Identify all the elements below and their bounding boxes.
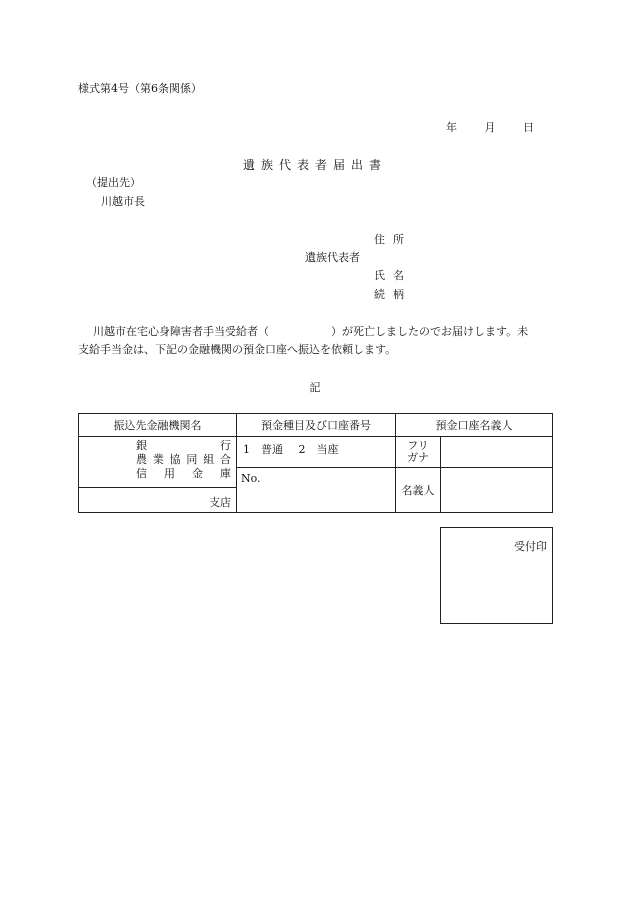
- recipient-label: （提出先）: [86, 176, 141, 189]
- furigana-label-bottom: ガナ: [407, 451, 429, 464]
- branch-label: 支店: [209, 496, 231, 509]
- institution-cell[interactable]: [79, 437, 237, 488]
- name-label: 氏名: [374, 269, 412, 282]
- header-account-type-number: 預金種目及び口座番号: [237, 414, 396, 437]
- date-month-label: 月: [484, 121, 496, 134]
- date-year-label: 年: [446, 121, 457, 134]
- date-line: [446, 119, 534, 135]
- furigana-input[interactable]: [441, 437, 553, 468]
- institution-type-shinkin: 信用金庫: [136, 467, 231, 480]
- form-number: 様式第4号（第6条関係）: [78, 82, 202, 95]
- branch-cell[interactable]: [79, 488, 237, 513]
- body-line-1: [93, 323, 528, 339]
- holder-label: 名義人: [396, 468, 441, 513]
- address-label: 住所: [374, 233, 412, 246]
- institution-type-bank: 銀 行: [136, 439, 231, 452]
- recipient-name: 川越市長: [101, 195, 145, 208]
- account-type-current: 2 当座: [298, 443, 339, 456]
- date-day-label: 日: [523, 121, 534, 134]
- header-bank-name: 振込先金融機関名: [79, 414, 237, 437]
- document-title: 遺族代表者届出書: [242, 158, 387, 172]
- body-line-1-after: ）が死亡しましたのでお届けします。未: [331, 325, 529, 338]
- reception-stamp-label: 受付印: [514, 540, 547, 553]
- account-number-label: No.: [241, 472, 261, 485]
- reception-stamp-box: [440, 527, 553, 624]
- header-account-holder: 預金口座名義人: [396, 414, 553, 437]
- bank-account-table: [78, 413, 553, 513]
- furigana-label-top: フリ: [407, 439, 429, 452]
- institution-type-agri-coop: 農業協同組合: [136, 453, 231, 466]
- account-type-ordinary: 1 普通: [243, 443, 283, 456]
- account-number-cell[interactable]: [237, 468, 396, 513]
- relation-label: 続柄: [374, 288, 412, 301]
- furigana-label-cell: [396, 437, 441, 468]
- ki-heading: 記: [309, 381, 321, 394]
- account-type-cell[interactable]: [237, 437, 396, 468]
- body-line-1-before: 川越市在宅心身障害者手当受給者（: [93, 325, 269, 338]
- representative-label: 遺族代表者: [305, 251, 360, 264]
- holder-name-input[interactable]: [441, 468, 553, 513]
- body-line-2: 支給手当金は、下記の金融機関の預金口座へ振込を依頼します。: [78, 343, 397, 356]
